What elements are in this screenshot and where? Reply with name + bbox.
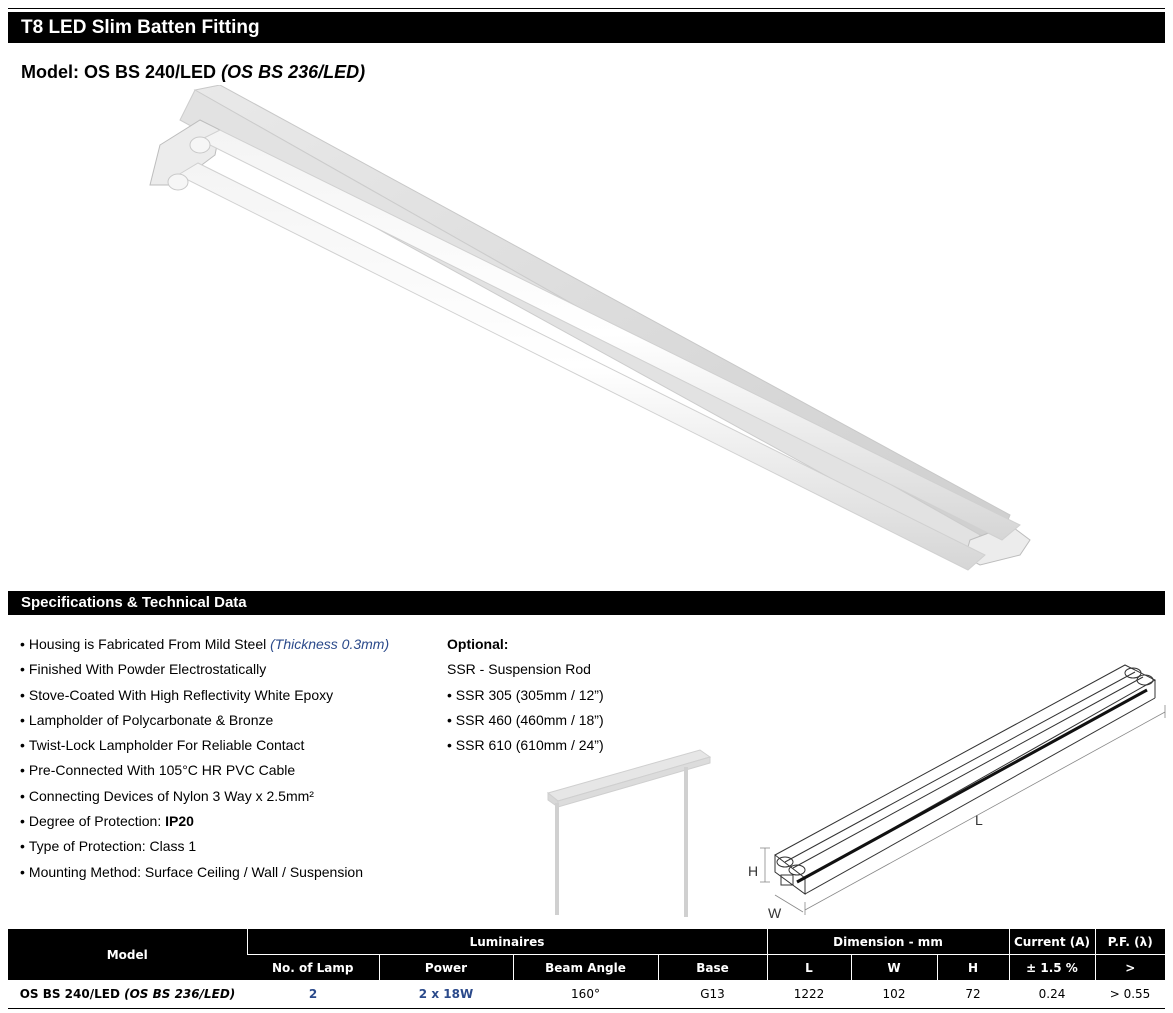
feature-item: • Lampholder of Polycarbonate & Bronze — [20, 711, 274, 728]
dimension-label-l: L — [975, 812, 983, 828]
specs-heading: Specifications & Technical Data — [8, 591, 1165, 615]
cell-current: 0.24 — [1009, 980, 1095, 1009]
feature-item: • Degree of Protection: IP20 — [20, 813, 194, 830]
cell-beam: 160° — [513, 980, 658, 1009]
col-lamps: No. of Lamp — [247, 955, 379, 981]
col-current: Current (A) — [1009, 929, 1095, 955]
spec-table — [8, 929, 1165, 1009]
feature-item: • Mounting Method: Surface Ceiling / Wall / Suspension — [20, 863, 364, 880]
optional-subtitle: SSR - Suspension Rod — [447, 661, 591, 678]
col-current-tolerance: ± 1.5 % — [1009, 955, 1095, 981]
model-alt-name: (OS BS 236/LED) — [221, 62, 366, 82]
col-pf: P.F. (λ) — [1095, 929, 1165, 955]
feature-item: • Pre-Connected With 105°C HR PVC Cable — [20, 762, 296, 779]
optional-item: • SSR 460 (460mm / 18”) — [447, 711, 604, 728]
col-h: H — [937, 955, 1009, 981]
col-beam: Beam Angle — [513, 955, 658, 981]
col-w: W — [851, 955, 937, 981]
col-dimension: Dimension - mm — [767, 929, 1009, 955]
product-image — [140, 85, 1040, 580]
cell-model: OS BS 240/LED (OS BS 236/LED) — [8, 980, 247, 1009]
cell-pf: > 0.55 — [1095, 980, 1165, 1009]
suspension-rod-image — [540, 745, 720, 920]
top-rule — [8, 8, 1165, 9]
model-name: Model: OS BS 240/LED — [21, 62, 217, 82]
col-pf-sub: > — [1095, 955, 1165, 981]
feature-item: • Twist-Lock Lampholder For Reliable Contact — [20, 737, 305, 754]
cell-w: 102 — [851, 980, 937, 1009]
col-base: Base — [658, 955, 767, 981]
optional-item: • SSR 305 (305mm / 12”) — [447, 686, 604, 703]
table-header-row — [8, 929, 1165, 955]
col-luminaires: Luminaires — [247, 929, 767, 955]
dimension-label-w: W — [768, 905, 782, 921]
feature-item: • Type of Protection: Class 1 — [20, 838, 197, 855]
cell-base: G13 — [658, 980, 767, 1009]
table-row — [8, 980, 1165, 1009]
optional-item: • SSR 610 (610mm / 24”) — [447, 737, 604, 754]
col-power: Power — [379, 955, 513, 981]
feature-item: • Stove-Coated With High Reflectivity White Epoxy — [20, 686, 334, 703]
cell-lamps: 2 — [247, 980, 379, 1009]
page-title: T8 LED Slim Batten Fitting — [8, 12, 1165, 43]
cell-h: 72 — [937, 980, 1009, 1009]
model-heading — [21, 62, 365, 83]
feature-list — [20, 632, 389, 885]
feature-item: • Connecting Devices of Nylon 3 Way x 2.5mm² — [20, 787, 314, 804]
feature-item: • Housing is Fabricated From Mild Steel (Thickness 0.3mm) — [20, 636, 390, 652]
col-model: Model — [8, 929, 247, 980]
cell-power: 2 x 18W — [379, 980, 513, 1009]
optional-list — [447, 632, 604, 758]
dimension-drawing — [745, 650, 1170, 925]
dimension-label-h: H — [748, 863, 759, 879]
optional-heading: Optional: — [447, 636, 509, 652]
col-l: L — [767, 955, 851, 981]
feature-item: • Finished With Powder Electrostatically — [20, 661, 267, 678]
cell-l: 1222 — [767, 980, 851, 1009]
